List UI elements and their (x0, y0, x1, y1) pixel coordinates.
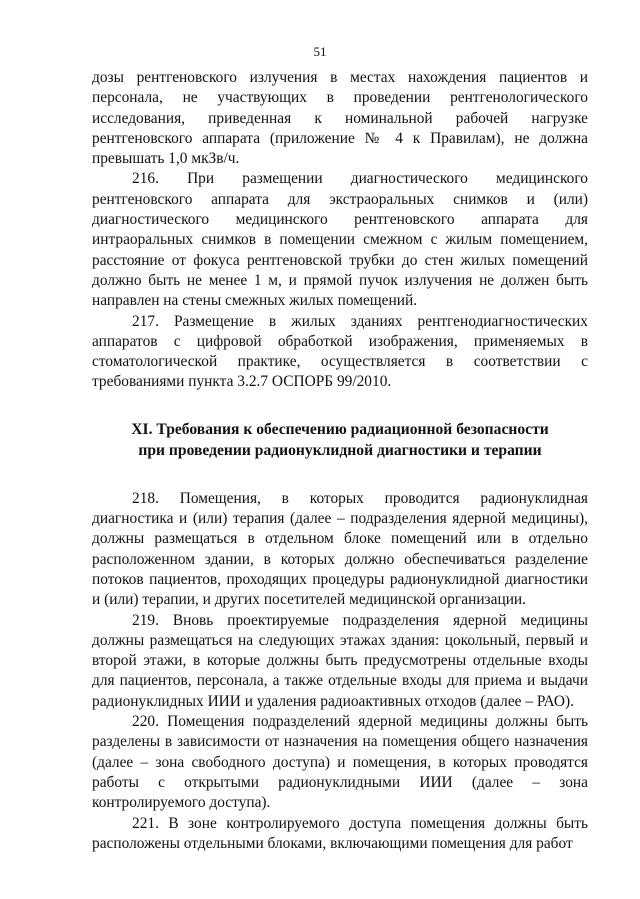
section-heading-line1: XI. Требования к обеспечению радиационной безопасности (131, 420, 549, 438)
page-number: 51 (313, 44, 327, 59)
paragraph-intro: дозы рентгеновского излучения в местах нахождения пациентов и персонала, не участвующих в проведении рентгенологического исследования, приведенная к номинальной рабочей нагрузке рентгеновского аппарата (приложение № 4 к Правилам), не должна превышать 1,0 мкЗв/ч. (92, 69, 588, 168)
paragraph-217: 217. Размещение в жилых зданиях рентгенодиагностических аппаратов с цифровой обработкой изображения, применяемых в стоматологической практике, осуществляется в соответствии с требованиями пункта 3.2.7 ОСПОРБ 99/2010. (92, 312, 588, 391)
paragraph-216: 216. При размещении диагностического медицинского рентгеновского аппарата для экстраоральных снимков и (или) диагностического медицинского рентгеновского аппарата для интраоральных снимков в помещении смежном с жилым помещением, расстояние от фокуса рентгеновской трубки до стен жилых помещений должно быть не менее 1 м, и прямой пучок излучения не должен быть направлен на стены смежных жилых помещений. (92, 170, 588, 310)
paragraph-221: 221. В зоне контролируемого доступа помещения должны быть расположены отдельными блоками, включающими помещения для работ (92, 814, 588, 852)
section-heading-line2: при проведении радионуклидной диагностики и терапии (138, 441, 542, 459)
section-heading (92, 419, 588, 461)
paragraph-218: 218. Помещения, в которых проводится радионуклидная диагностика и (или) терапия (далее – подразделения ядерной медицины), должны размещаться в отдельном блоке помещений или в отдельно расположенном здании, в которых должно обеспечиваться разделение потоков пациентов, проходящих процедуры радионуклидной диагностики и (или) терапии, и других посетителей медицинской организации. (92, 489, 588, 609)
paragraph-219: 219. Вновь проектируемые подразделения ядерной медицины должны размещаться на следующих этажах здания: цокольный, первый и второй этажи, в которые должны быть предусмотрены отдельные входы для пациентов, персонала, а также отдельные входы для приема и выдачи радионуклидных ИИИ и удаления радиоактивных отходов (далее – РАО). (92, 611, 588, 710)
document-body (92, 68, 588, 854)
paragraph-220: 220. Помещения подразделений ядерной медицины должны быть разделены в зависимости от назначения на помещения общего назначения (далее – зона свободного доступа) и помещения, в которых проводятся работы с открытыми радионуклидными ИИИ (далее – зона контролируемого доступа). (92, 713, 588, 812)
